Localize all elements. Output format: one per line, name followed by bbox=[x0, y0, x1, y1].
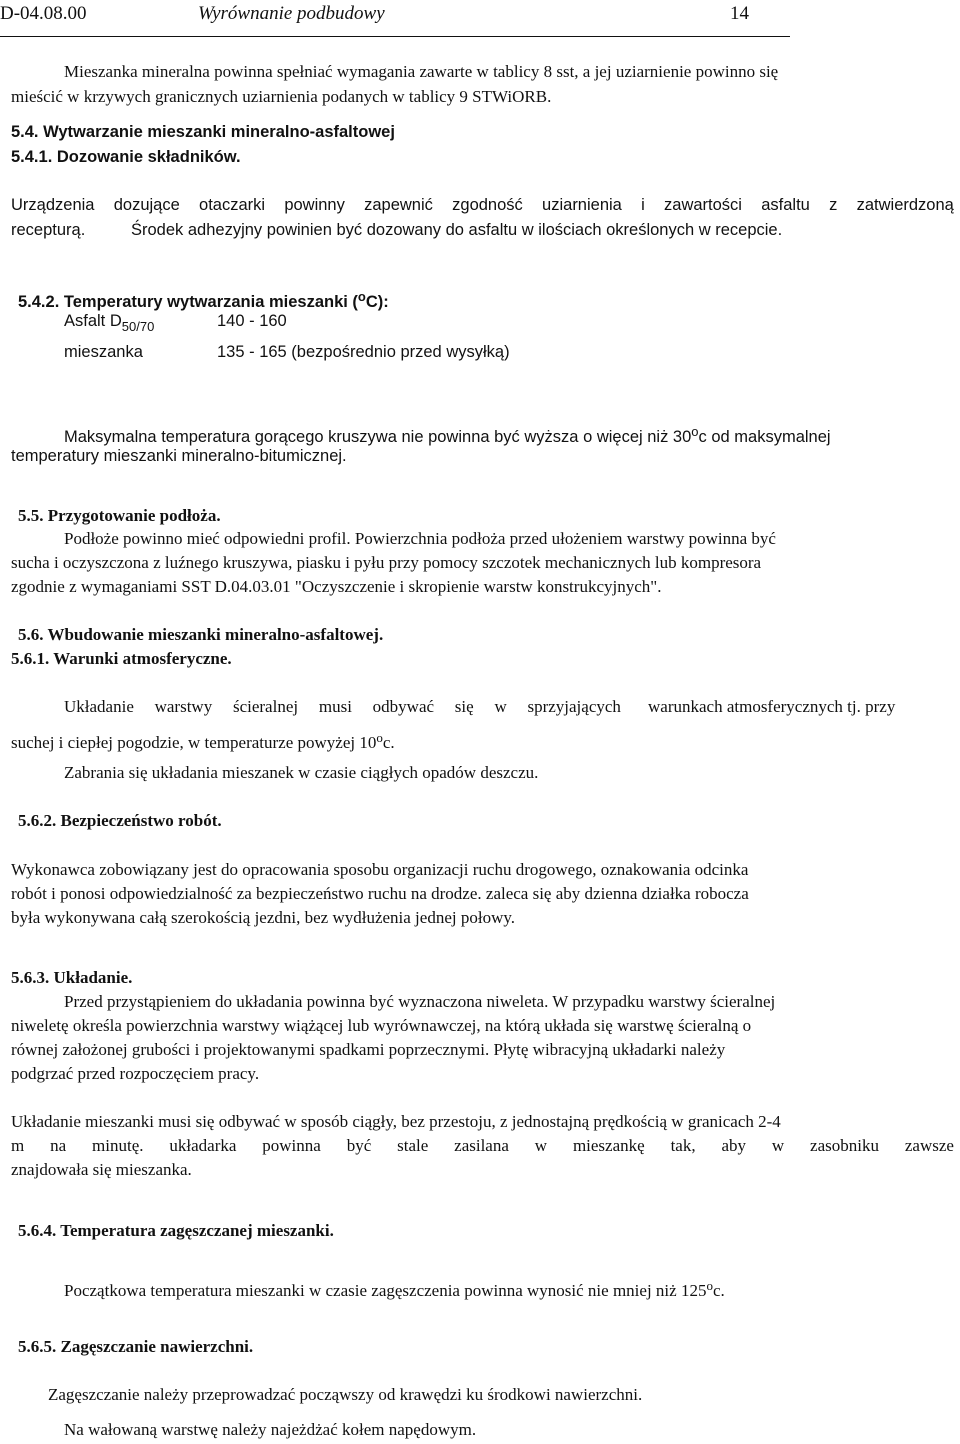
paragraph-line: Mieszanka mineralna powinna spełniać wymagania zawarte w tablicy 8 sst, a jej uziarnienie powinno się bbox=[64, 62, 779, 81]
paragraph-line-justified: m na minutę. układarka powinna być stale zasilana w mieszankę tak, aby w zasobniku zawsze bbox=[11, 1136, 954, 1155]
section-heading: 5.6.1. Warunki atmosferyczne. bbox=[11, 649, 232, 668]
paragraph-line: niweletę określa powierzchnia warstwy wiążącej lub wyrównawczej, na którą układa się warstwę ścieralną o bbox=[11, 1016, 752, 1035]
paragraph-line: temperatury mieszanki mineralno-bitumicznej. bbox=[11, 447, 347, 465]
paragraph-line: robót i ponosi odpowiedzialność za bezpieczeństwo ruchu na drodze. zaleca się aby dzienna działka robocza bbox=[11, 884, 749, 903]
paragraph-line: Środek adhezyjny powinien być dozowany do asfaltu w ilościach określonych w recepcie. bbox=[131, 221, 783, 239]
section-heading: 5.4. Wytwarzanie mieszanki mineralno-asfaltowej bbox=[11, 123, 395, 141]
page-number: 14 bbox=[730, 3, 749, 24]
section-heading: 5.6.5. Zagęszczanie nawierzchni. bbox=[18, 1337, 254, 1356]
section-heading: 5.6. Wbudowanie mieszanki mineralno-asfaltowej. bbox=[18, 625, 384, 644]
page-header bbox=[0, 0, 790, 37]
paragraph-line: Układanie mieszanki musi się odbywać w sposób ciągły, bez przestoju, z jednostajną prędkością w granicach 2-4 bbox=[11, 1112, 781, 1131]
temp-asphalt-value: 140 - 160 bbox=[217, 312, 287, 330]
paragraph-line: Przed przystąpieniem do układania powinna być wyznaczona niweleta. W przypadku warstwy ścieralnej bbox=[64, 992, 776, 1011]
doc-title: Wyrównanie podbudowy bbox=[198, 3, 385, 24]
section-heading: 5.5. Przygotowanie podłoża. bbox=[18, 506, 221, 525]
paragraph-line: podgrzać przed rozpoczęciem pracy. bbox=[11, 1064, 260, 1083]
temp-mix-label: mieszanka bbox=[64, 343, 143, 361]
section-heading: 5.6.3. Układanie. bbox=[11, 968, 133, 987]
paragraph-line-justified: Urządzenia dozujące otaczarki powinny zapewnić zgodność uziarnienia i zawartości asfaltu z zatwierdzoną bbox=[11, 196, 954, 214]
paragraph-line: recepturą. bbox=[11, 221, 86, 239]
paragraph-line-justified: Układanie warstwy ścieralnej musi odbywać się w sprzyjających bbox=[64, 697, 621, 716]
paragraph-line: Zagęszczanie należy przeprowadzać począwszy od krawędzi ku środkowi nawierzchni. bbox=[48, 1385, 643, 1404]
paragraph-line: była wykonywana całą szerokością jezdni, bez wydłużenia jednej połowy. bbox=[11, 908, 515, 927]
paragraph-line: sucha i oczyszczona z luźnego kruszywa, piasku i pyłu przy pomocy szczotek mechanicznych lub kompresora bbox=[11, 553, 762, 572]
paragraph-line: warunkach atmosferycznych tj. przy bbox=[648, 697, 896, 716]
paragraph-line: Wykonawca zobowiązany jest do opracowania sposobu organizacji ruchu drogowego, oznakowania odcinka bbox=[11, 860, 749, 879]
paragraph-line: znajdowała się mieszanka. bbox=[11, 1160, 192, 1179]
section-heading: 5.4.2. Temperatury wytwarzania mieszanki ($^o$C): bbox=[18, 289, 389, 311]
paragraph-line: suchej i ciepłej pogodzie, w temperaturze powyżej 10$^o$c. bbox=[11, 730, 395, 752]
paragraph-line: Na wałowaną warstwę należy najeżdżać kołem napędowym. bbox=[64, 1420, 477, 1439]
section-heading: 5.4.1. Dozowanie składników. bbox=[11, 148, 241, 166]
paragraph-line: Maksymalna temperatura gorącego kruszywa nie powinna być wyższa o więcej niż 30$^o$c od maksymalnej bbox=[64, 424, 831, 446]
doc-code: D-04.08.00 bbox=[0, 3, 87, 24]
section-heading: 5.6.2. Bezpieczeństwo robót. bbox=[18, 811, 222, 830]
paragraph-line: Początkowa temperatura mieszanki w czasie zagęszczenia powinna wynosić nie mniej niż 125$^o$c. bbox=[64, 1278, 725, 1300]
temp-mix-value: 135 - 165 (bezpośrednio przed wysyłką) bbox=[217, 343, 510, 361]
section-heading: 5.6.4. Temperatura zagęszczanej mieszanki. bbox=[18, 1221, 334, 1240]
paragraph-line: równej założonej grubości i projektowanymi spadkami poprzecznymi. Płytę wibracyjną układarki należy bbox=[11, 1040, 726, 1059]
paragraph-line: Zabrania się układania mieszanek w czasie ciągłych opadów deszczu. bbox=[64, 763, 539, 782]
paragraph-line: mieścić w krzywych granicznych uziarnienia podanych w tablicy 9 STWiORB. bbox=[11, 87, 552, 106]
paragraph-line: Podłoże powinno mieć odpowiedni profil. Powierzchnia podłoża przed ułożeniem warstwy powinna być bbox=[64, 529, 776, 548]
temp-asphalt-label: Asfalt $D_{50/70}$ bbox=[64, 312, 155, 334]
paragraph-line: zgodnie z wymaganiami SST D.04.03.01 "Oczyszczenie i skropienie warstw konstrukcyjnych". bbox=[11, 577, 662, 596]
